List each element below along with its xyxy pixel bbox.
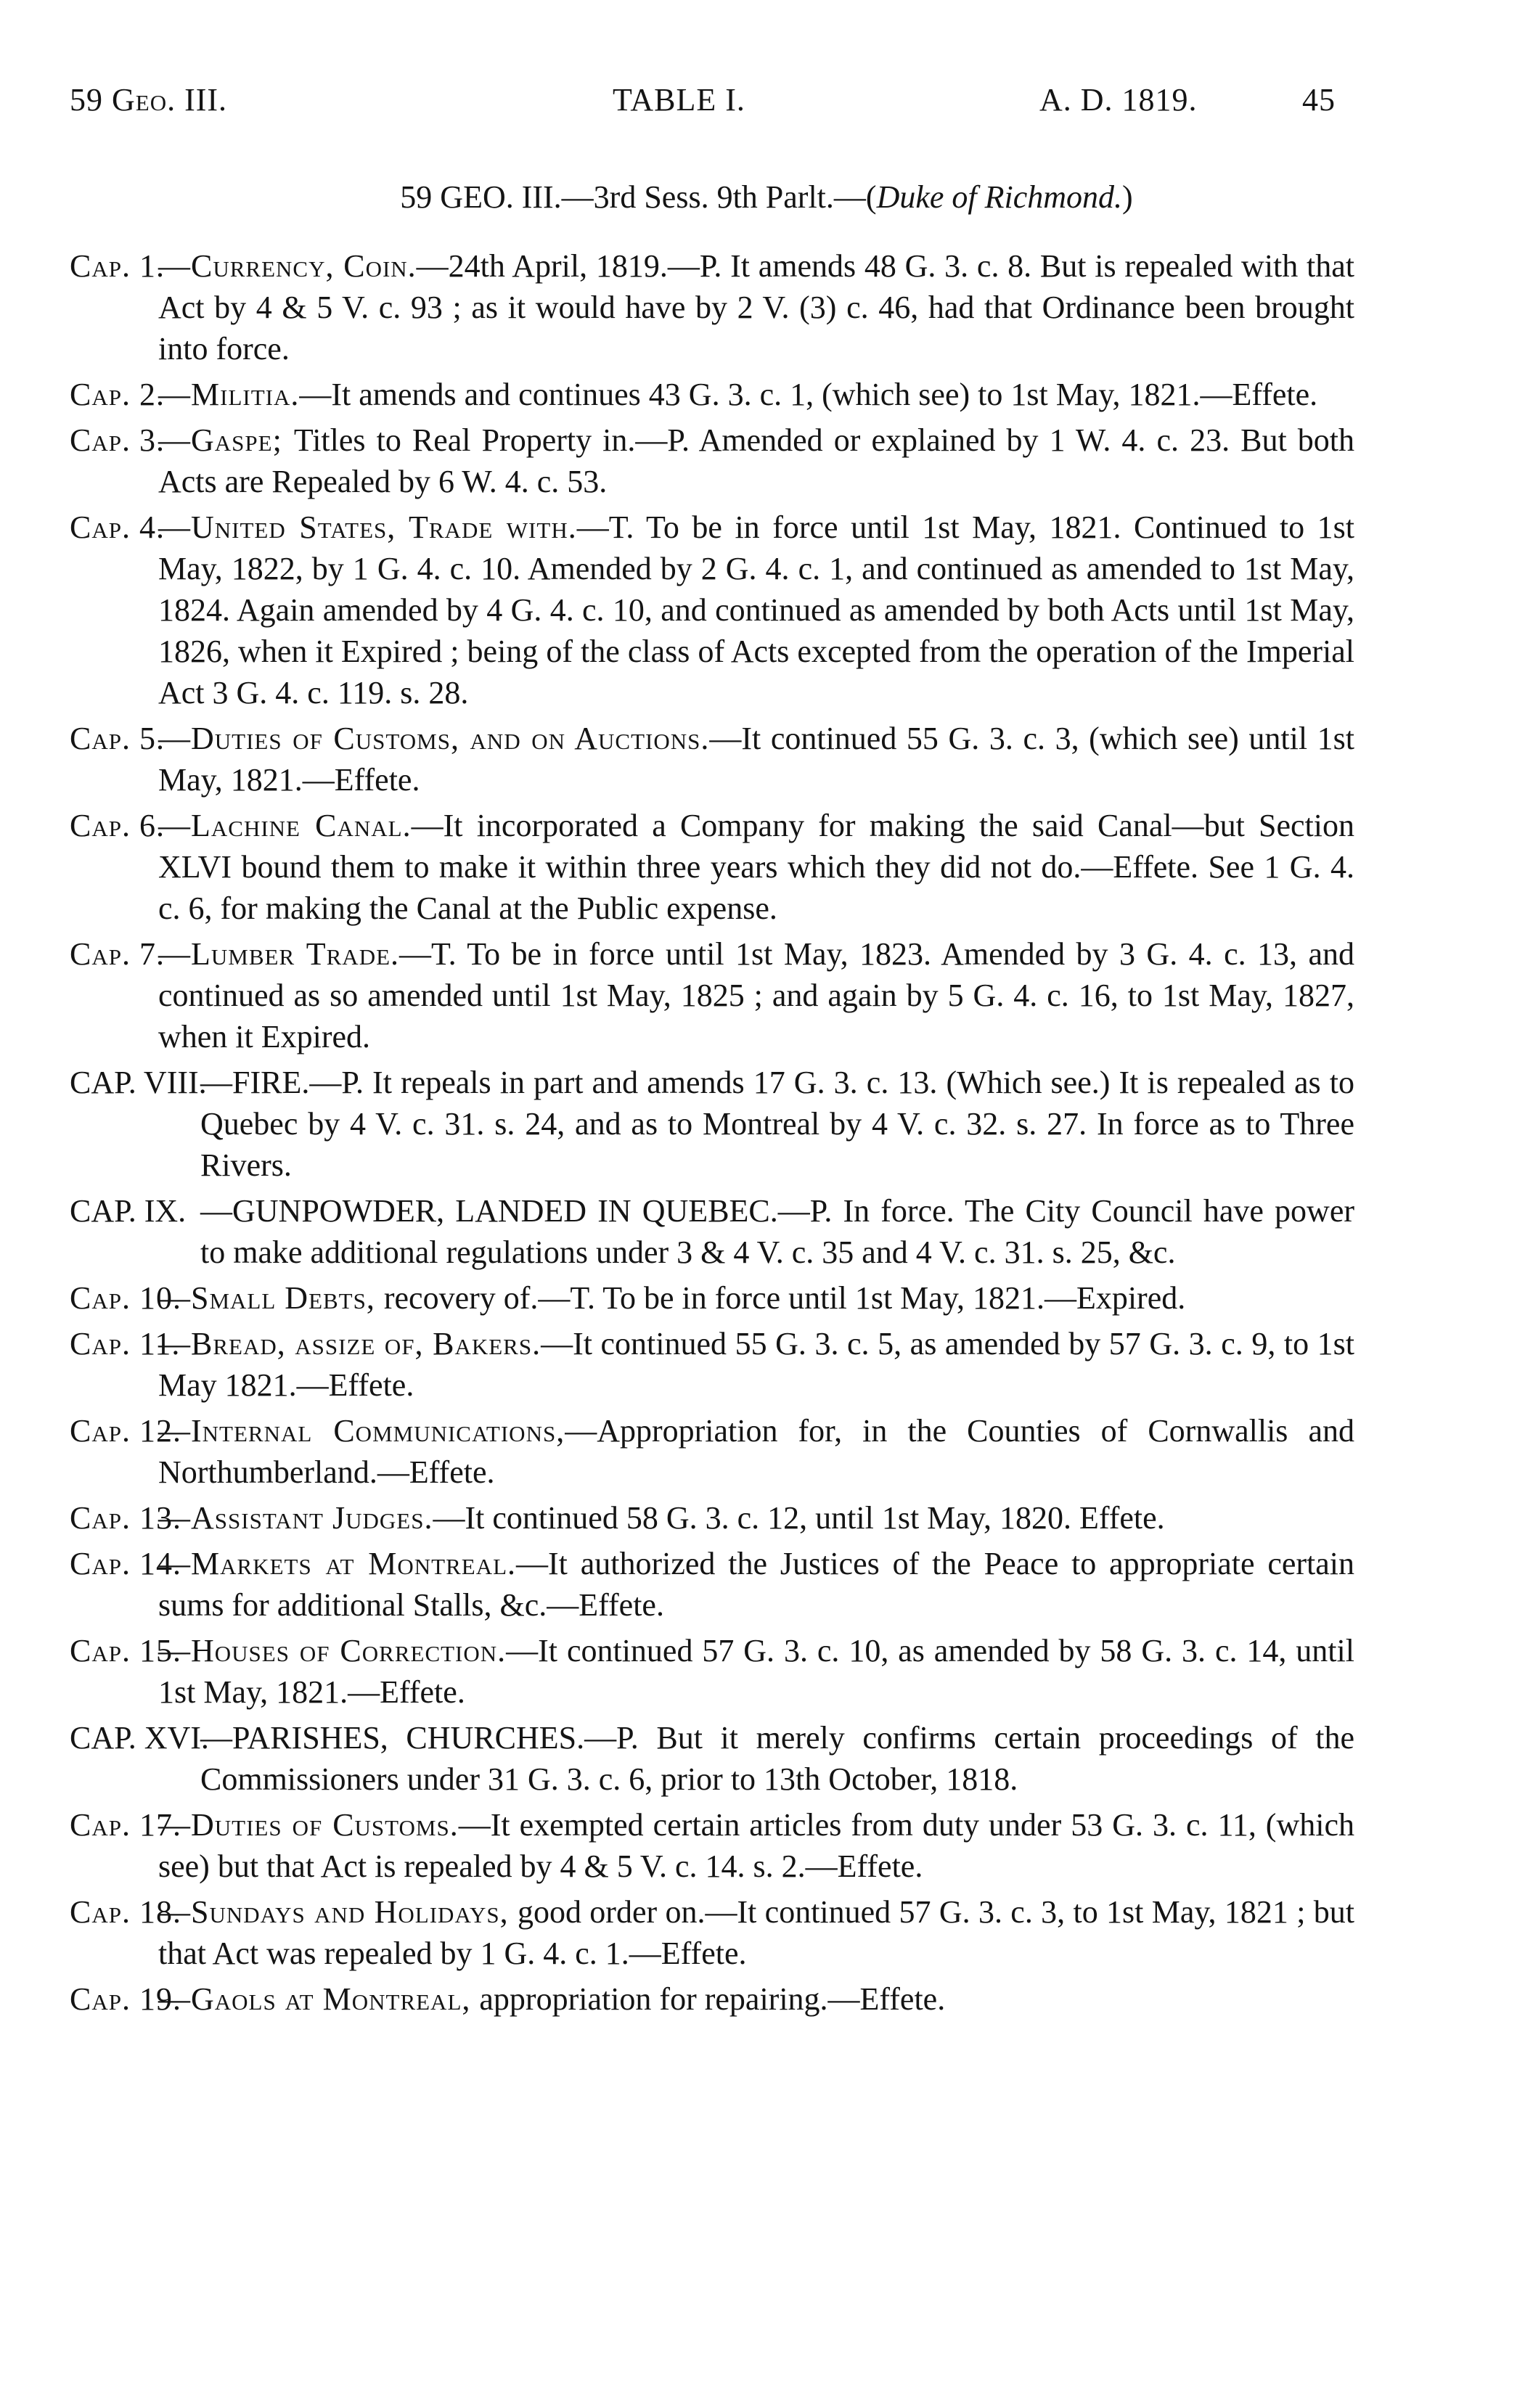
chapter-entry-16 [70,1717,1354,1800]
session-heading [0,179,1533,216]
chapter-number: Cap. 10. [70,1280,181,1316]
session-title: 59 GEO. III.—3rd Sess. 9th Parlt.—( [400,179,877,215]
chapter-number: Cap. 17. [70,1807,181,1843]
chapter-number: Cap. 14. [70,1546,181,1581]
chapter-text: —P. In force. The City Council have power to make additional regulations under 3 & 4 V. c. 35 and 4 V. c. 31. s. 25, &c. [200,1193,1354,1270]
chapter-list [70,245,1354,2024]
chapter-entry-1 [70,245,1354,369]
chapter-text: recovery of.—T. To be in force until 1st May, 1821.—Expired. [383,1280,1186,1316]
chapter-entry-2 [70,374,1354,415]
chapter-number: Cap. 1. [70,248,165,284]
chapter-entry-7 [70,933,1354,1057]
chapter-text: —T. To be in force until 1st May, 1823. Amended by 3 G. 4. c. 13, and continued as so amended until 1st May, 1825 ; and again by 5 G. 4. c. 16, to 1st May, 1827, when it Expired. [158,936,1354,1054]
chapter-topic: —Duties of Customs, and on Auctions. [158,721,710,756]
chapter-number: Cap. 3. [70,422,165,458]
chapter-entry-14 [70,1543,1354,1626]
chapter-text: —It continued 57 G. 3. c. 10, as amended by 58 G. 3. c. 14, until 1st May, 1821.—Effete. [158,1633,1354,1710]
chapter-text: —T. To be in force until 1st May, 1821. Continued to 1st May, 1822, by 1 G. 4. c. 10. Amended by 2 G. 4. c. 1, and continued as amended to 1st May, 1824. Again amended by 4 G. 4. c. 10, and continued as amended by both Acts until 1st May, 1826, when it Expired ; being of the class of Acts excepted from the operation of the Imperial Act 3 G. 4. c. 119. s. 28. [158,509,1354,710]
chapter-topic: —PARISHES, CHURCHES. [200,1720,585,1756]
chapter-number: Cap. 13. [70,1500,181,1536]
chapter-topic: —Sundays and Holidays, [158,1894,518,1930]
chapter-number: Cap. 2. [70,377,165,412]
chapter-topic: —United States, Trade with. [158,509,577,545]
chapter-topic: —Houses of Correction. [158,1633,507,1668]
chapter-topic: —GUNPOWDER, LANDED IN QUEBEC. [200,1193,778,1229]
chapter-topic: —FIRE. [200,1065,310,1100]
chapter-entry-6 [70,805,1354,929]
chapter-text: —It continued 55 G. 3. c. 3, (which see) until 1st May, 1821.—Effete. [158,721,1354,798]
chapter-topic: —Small Debts, [158,1280,384,1316]
chapter-entry-4 [70,507,1354,713]
chapter-topic: —Gaols at Montreal, [158,1981,480,2017]
chapter-entry-19 [70,1978,1354,2020]
chapter-number: Cap. 11. [70,1326,181,1361]
chapter-entry-8 [70,1062,1354,1186]
chapter-number: Cap. 4. [70,509,165,545]
chapter-topic: —Assistant Judges. [158,1500,433,1536]
chapter-topic: —Currency, Coin. [158,248,417,284]
chapter-text: —It continued 55 G. 3. c. 5, as amended by 57 G. 3. c. 9, to 1st May 1821.—Effete. [158,1326,1355,1403]
chapter-entry-10 [70,1277,1354,1319]
session-close: ) [1122,179,1133,215]
chapter-topic: —Gaspe; [158,422,294,458]
header-year: A. D. 1819. [1039,82,1198,118]
chapter-text: —P. But it merely confirms certain proceedings of the Commissioners under 31 G. 3. c. 6, prior to 13th October, 1818. [200,1720,1354,1797]
chapter-topic: —Lachine Canal. [158,808,412,843]
session-duke: Duke of Richmond. [876,179,1123,215]
chapter-topic: —Bread, assize of, Bakers. [158,1326,541,1361]
header-table-title: TABLE I. [613,82,745,118]
chapter-text: —24th April, 1819.—P. It amends 48 G. 3. c. 8. But is repealed with that Act by 4 & 5 V. c. 93 ; as it would have by 2 V. (3) c. 46, had that Ordinance been brought into force. [158,248,1354,366]
chapter-text: —It continued 58 G. 3. c. 12, until 1st May, 1820. Effete. [433,1500,1165,1536]
chapter-text: —It exempted certain articles from duty under 53 G. 3. c. 11, (which see) but that Act is repealed by 4 & 5 V. c. 14. s. 2.—Effete. [158,1807,1354,1884]
chapter-number: CAP. IX. [70,1193,187,1229]
chapter-text: —It incorporated a Company for making the said Canal—but Section XLVI bound them to make it within three years which they did not do.—Effete. See 1 G. 4. c. 6, for making the Canal at the Public expense. [158,808,1354,926]
chapter-entry-13 [70,1497,1354,1539]
chapter-topic: —Duties of Customs. [158,1807,459,1843]
chapter-topic: —Markets at Montreal. [158,1546,517,1581]
chapter-entry-5 [70,718,1354,800]
chapter-entry-3 [70,419,1354,502]
chapter-entry-9 [70,1190,1354,1273]
chapter-number: Cap. 5. [70,721,165,756]
chapter-text: —Appropriation for, in the Counties of Cornwallis and Northumberland.—Effete. [158,1413,1354,1490]
chapter-text: appropriation for repairing.—Effete. [479,1981,946,2017]
chapter-number: Cap. 12. [70,1413,181,1449]
page-number: 45 [1302,82,1336,118]
chapter-number: Cap. 6. [70,808,165,843]
chapter-topic: —Internal Communications, [158,1413,565,1449]
chapter-text: good order on.—It continued 57 G. 3. c. 3, to 1st May, 1821 ; but that Act was repealed by 1 G. 4. c. 1.—Effete. [158,1894,1354,1971]
chapter-number: Cap. 19. [70,1981,181,2017]
chapter-number: CAP. VIII. [70,1065,207,1100]
chapter-text: —It amends and continues 43 G. 3. c. 1, (which see) to 1st May, 1821.—Effete. [299,377,1318,412]
chapter-text: Titles to Real Property in.—P. Amended or explained by 1 W. 4. c. 23. But both Acts are Repealed by 6 W. 4. c. 53. [158,422,1354,499]
chapter-entry-18 [70,1891,1354,1974]
chapter-text: —P. It repeals in part and amends 17 G. 3. c. 13. (Which see.) It is repealed as to Quebec by 4 V. c. 31. s. 24, and as to Montreal by 4 V. c. 32. s. 27. In force as to Three Rivers. [200,1065,1354,1183]
chapter-number: CAP. XVI. [70,1720,209,1756]
chapter-number: Cap. 18. [70,1894,181,1930]
chapter-topic: —Lumber Trade. [158,936,400,972]
running-header [70,81,1354,132]
chapter-entry-11 [70,1323,1354,1406]
header-regnal-year: 59 Geo. III. [70,82,228,118]
chapter-entry-15 [70,1630,1354,1713]
chapter-entry-12 [70,1410,1354,1493]
chapter-text: —It authorized the Justices of the Peace to appropriate certain sums for additional Stalls, &c.—Effete. [158,1546,1355,1623]
chapter-number: Cap. 7. [70,936,165,972]
chapter-topic: —Militia. [158,377,300,412]
chapter-number: Cap. 15. [70,1633,181,1668]
chapter-entry-17 [70,1804,1354,1887]
